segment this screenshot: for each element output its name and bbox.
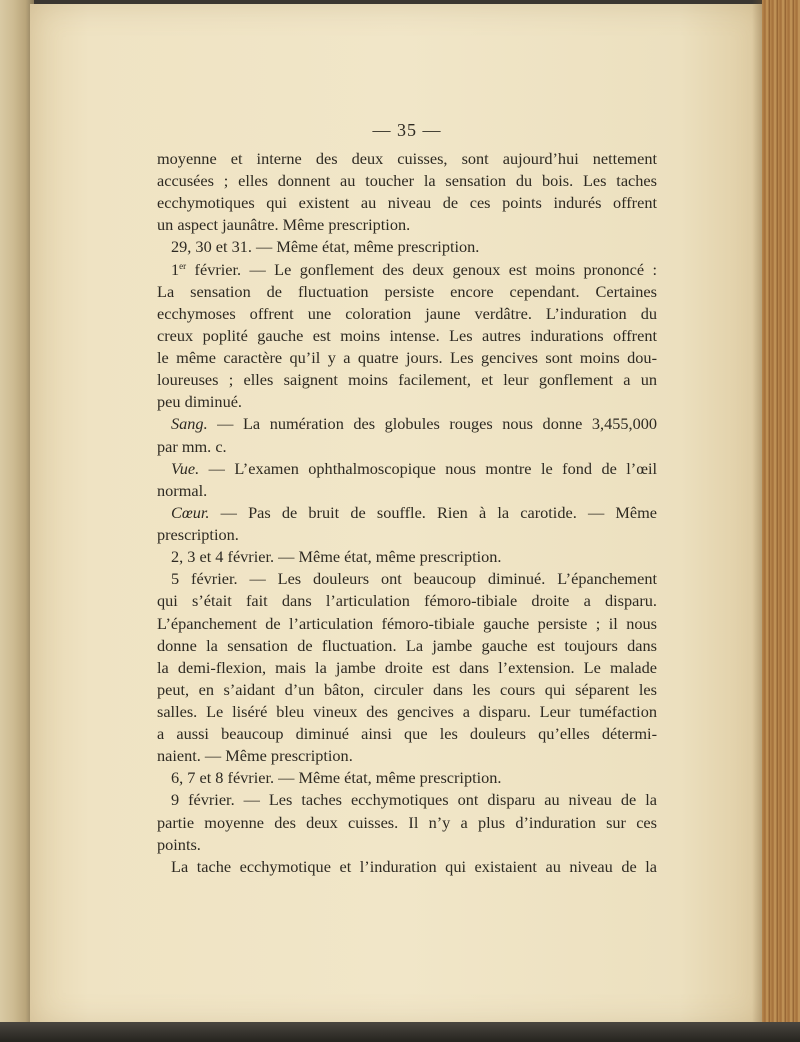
bottom-edge xyxy=(0,1022,800,1042)
line-text: peu diminué. xyxy=(157,392,243,412)
text-line xyxy=(157,679,657,701)
line-text: 9 février. — Les taches ecchymotiques ont disparu au niveau de la xyxy=(171,790,657,810)
text-line xyxy=(157,657,657,679)
text-line xyxy=(157,635,657,657)
line-text: ecchymoses offrent une coloration jaune verdâtre. L’induration du xyxy=(157,303,657,323)
line-text: creux poplité gauche est moins intense. Les autres indurations offrent xyxy=(157,325,657,345)
text-line xyxy=(157,767,502,789)
ordinal-suffix: er xyxy=(179,260,187,271)
text-line xyxy=(157,834,201,856)
text-line xyxy=(157,524,239,546)
facing-page-edge xyxy=(0,0,34,1042)
text-line xyxy=(157,590,657,612)
line-text: 6, 7 et 8 février. — Même état, même prescription. xyxy=(171,768,502,788)
text-line xyxy=(157,436,227,458)
line-text: loureuses ; elles saignent moins facilement, et leur gonflement a un xyxy=(157,370,657,390)
text-line xyxy=(157,236,479,258)
text-line xyxy=(157,281,657,303)
line-text: a aussi beaucoup diminué ainsi que les douleurs qu’elles détermi- xyxy=(157,724,657,744)
text-line xyxy=(157,391,242,413)
section-lead: Vue. xyxy=(171,458,200,478)
line-text: 5 février. — Les douleurs ont beaucoup diminué. L’épanchement xyxy=(171,569,657,589)
page-number: — 35 — xyxy=(372,120,442,140)
line-text: — Pas de bruit de souffle. Rien à la carotide. — Même xyxy=(209,502,657,522)
line-text: — L’examen ophthalmoscopique nous montre le fond de l’œil xyxy=(199,458,657,478)
line-text: février. — Le gonflement des deux genoux est moins prononcé : xyxy=(186,259,657,279)
line-text: le même caractère qu’il y a quatre jours. Les gencives sont moins dou- xyxy=(157,348,657,368)
line-text: un aspect jaunâtre. Même prescription. xyxy=(157,215,411,235)
text-line xyxy=(157,789,657,811)
text-line xyxy=(157,502,657,524)
text-line xyxy=(157,546,502,568)
line-text: — La numération des globules rouges nous donne 3,455,000 xyxy=(207,414,657,434)
text-line xyxy=(157,568,657,590)
text-line xyxy=(157,458,657,480)
text-line xyxy=(157,148,657,170)
text-line xyxy=(157,812,657,834)
line-text: donne la sensation de fluctuation. La jambe gauche est toujours dans xyxy=(157,635,657,655)
text-line xyxy=(157,214,410,236)
text-line xyxy=(157,480,207,502)
line-text: la demi-flexion, mais la jambe droite est dans l’extension. Le malade xyxy=(157,657,657,677)
text-line xyxy=(157,701,657,723)
line-text: accusées ; elles donnent au toucher la sensation du bois. Les taches xyxy=(157,171,657,191)
line-text: par mm. c. xyxy=(157,436,227,456)
section-lead: Sang. xyxy=(171,414,208,434)
text-line xyxy=(157,613,657,635)
text-line xyxy=(157,723,657,745)
line-text: partie moyenne des deux cuisses. Il n’y a plus d’induration sur ces xyxy=(157,812,657,832)
line-text: normal. xyxy=(157,480,208,500)
text-line xyxy=(157,325,657,347)
text-line xyxy=(157,259,657,281)
text-line xyxy=(157,192,657,214)
text-line xyxy=(157,745,353,767)
book-spine xyxy=(762,0,800,1042)
line-text: 2, 3 et 4 février. — Même état, même prescription. xyxy=(171,547,502,567)
line-text: La tache ecchymotique et l’induration qui existaient au niveau de la xyxy=(171,856,657,876)
line-text: L’épanchement de l’articulation fémoro-tibiale gauche persiste ; il nous xyxy=(157,613,657,633)
text-line xyxy=(157,170,657,192)
text-line xyxy=(157,413,657,435)
line-text: points. xyxy=(157,834,201,854)
line-text: qui s’était fait dans l’articulation fémoro-tibiale droite a disparu. xyxy=(157,591,657,611)
text-line xyxy=(157,369,657,391)
line-text: peut, en s’aidant d’un bâton, circuler dans les cours qui séparent les xyxy=(157,679,657,699)
section-lead: Cœur. xyxy=(171,502,210,522)
line-text: salles. Le liséré bleu vineux des gencives a disparu. Leur tuméfaction xyxy=(157,702,657,721)
text-line xyxy=(157,347,657,369)
line-text: prescription. xyxy=(157,525,239,545)
text-line xyxy=(157,856,657,878)
line-text: naient. — Même prescription. xyxy=(157,746,353,766)
line-text: 29, 30 et 31. — Même état, même prescription. xyxy=(171,237,480,257)
ordinal-number: 1 xyxy=(171,259,180,279)
line-text: La sensation de fluctuation persiste encore cependant. Certaines xyxy=(157,281,657,301)
text-line xyxy=(157,303,657,325)
line-text: ecchymotiques qui existent au niveau de ces points indurés offrent xyxy=(157,193,657,213)
line-text: moyenne et interne des deux cuisses, sont aujourd’hui nettement xyxy=(157,149,657,168)
